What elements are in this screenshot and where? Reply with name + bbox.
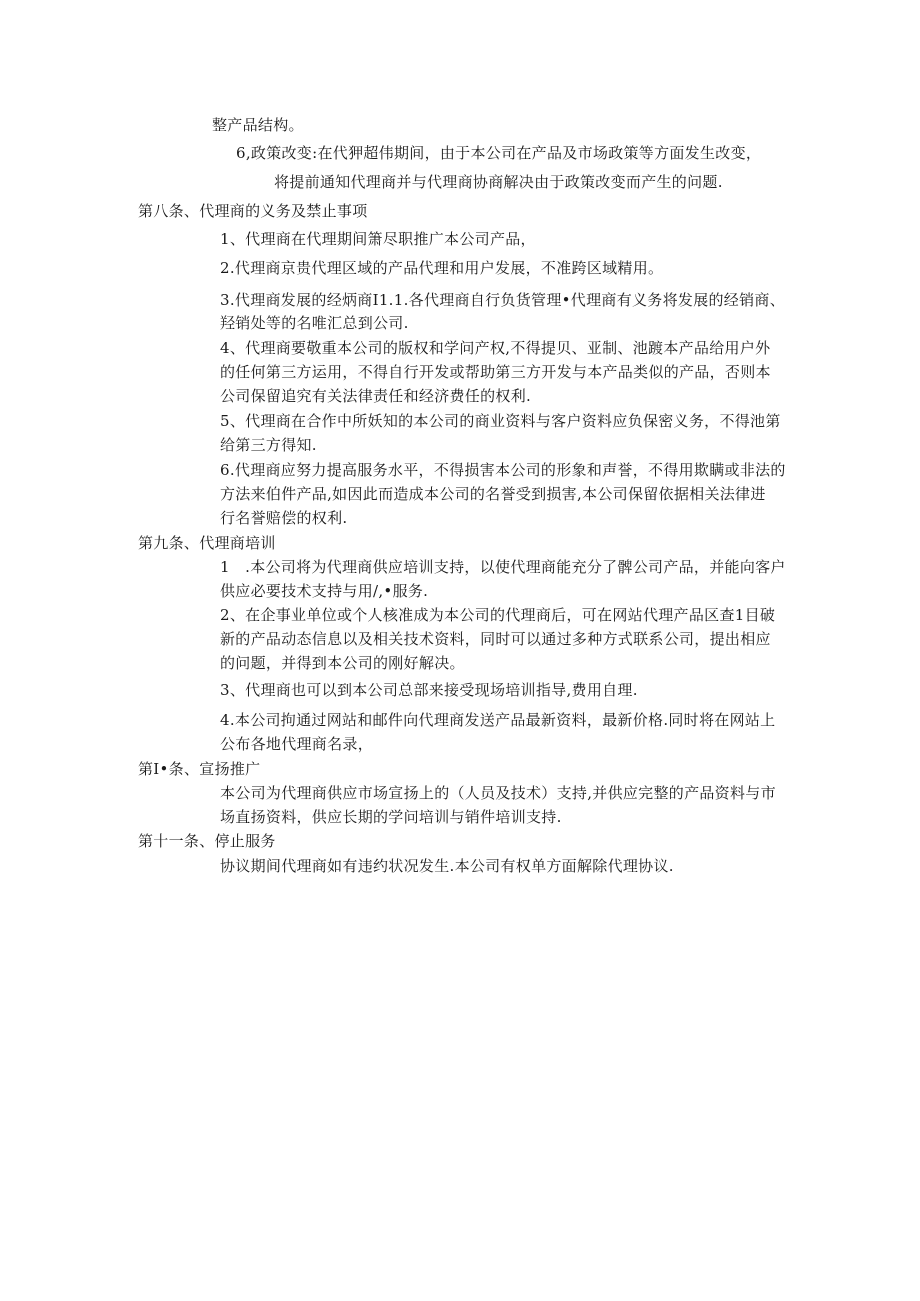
text-line: 供应必要技术支持与用/,•服务. [220, 582, 429, 600]
text-line: 1、代理商在代理期间箫尽职推广本公司产品， [220, 230, 536, 248]
text-line: 协议期间代理商如有违约状况发生.本公司有权单方面解除代理协议. [220, 857, 674, 875]
text-line: 本公司为代理商供应市场宣扬上的（人员及技术）支持,并供应完整的产品资料与市 [220, 784, 776, 802]
section-heading: 第十一条、停止服务 [138, 832, 276, 850]
text-line: 1 .本公司将为代理商供应培训支持，以使代理商能充分了髀公司产品，并能向客户 [220, 558, 786, 576]
text-line: 2、在企事业单位或个人核准成为本公司的代理商后，可在网站代理产品区查1目破 [220, 606, 776, 624]
text-line: 将提前通知代理商并与代理商协商解决由于政策改变而产生的问题. [274, 173, 723, 191]
text-line: 整产品结构。 [212, 116, 304, 134]
text-line: 2.代理商京贵代理区域的产品代理和用户发展，不准跨区域精用。 [220, 259, 664, 277]
text-line: 公司保留追究有关法律责任和经济费任的权利. [220, 387, 532, 405]
text-line: 羟销处等的名唯汇总到公司. [220, 314, 409, 332]
text-line: 场直扬资料，供应长期的学问培训与销件培训支持. [220, 808, 562, 826]
text-line: 的问题，并得到本公司的刚好解决。 [220, 654, 465, 672]
text-line: 4、代理商要敬重本公司的版权和学问产权,不得提贝、亚制、池踱本产品给用户外 [220, 339, 771, 357]
text-line: 3、代理商也可以到本公司总部来接受现场培训指导,费用自理. [220, 681, 638, 699]
text-line: 6,政策改变:在代狎超伟期间，由于本公司在产品及市场政策等方面发生改变， [236, 144, 762, 162]
text-line: 给第三方得知. [220, 436, 317, 454]
section-heading: 第I•条、宣扬推广 [138, 760, 261, 778]
text-line: 5、代理商在合作中所妖知的本公司的商业资料与客户资料应负保密义务，不得池第 [220, 412, 781, 430]
text-line: 6.代理商应努力提高服务水平，不得损害本公司的形象和声誉，不得用欺瞒或非法的 [220, 461, 786, 479]
text-line: 的任何第三方运用，不得自行开发或帮助第三方开发与本产品类似的产品，否则本 [220, 363, 771, 381]
text-line: 新的产品动态信息以及相关技术资料，同时可以通过多种方式联系公司，提出相应 [220, 630, 771, 648]
text-line: 行名誉赔偿的权利. [220, 509, 348, 527]
section-heading: 第九条、代理商培训 [138, 534, 276, 552]
text-line: 方法来伯件产品,如因此而造成本公司的名誉受到损害,本公司保留依据相关法律进 [220, 485, 766, 503]
text-line: 公布各地代理商名录， [220, 735, 374, 753]
text-line: 3.代理商发展的经炳商I1.1.各代理商自行负货管理•代理商有义务将发展的经销商、 [220, 291, 786, 309]
section-heading: 第八条、代理商的义务及禁止事项 [138, 202, 368, 220]
text-line: 4.本公司拘通过网站和邮件向代理商发送产品最新资料，最新价格.同时将在网站上 [220, 711, 776, 729]
